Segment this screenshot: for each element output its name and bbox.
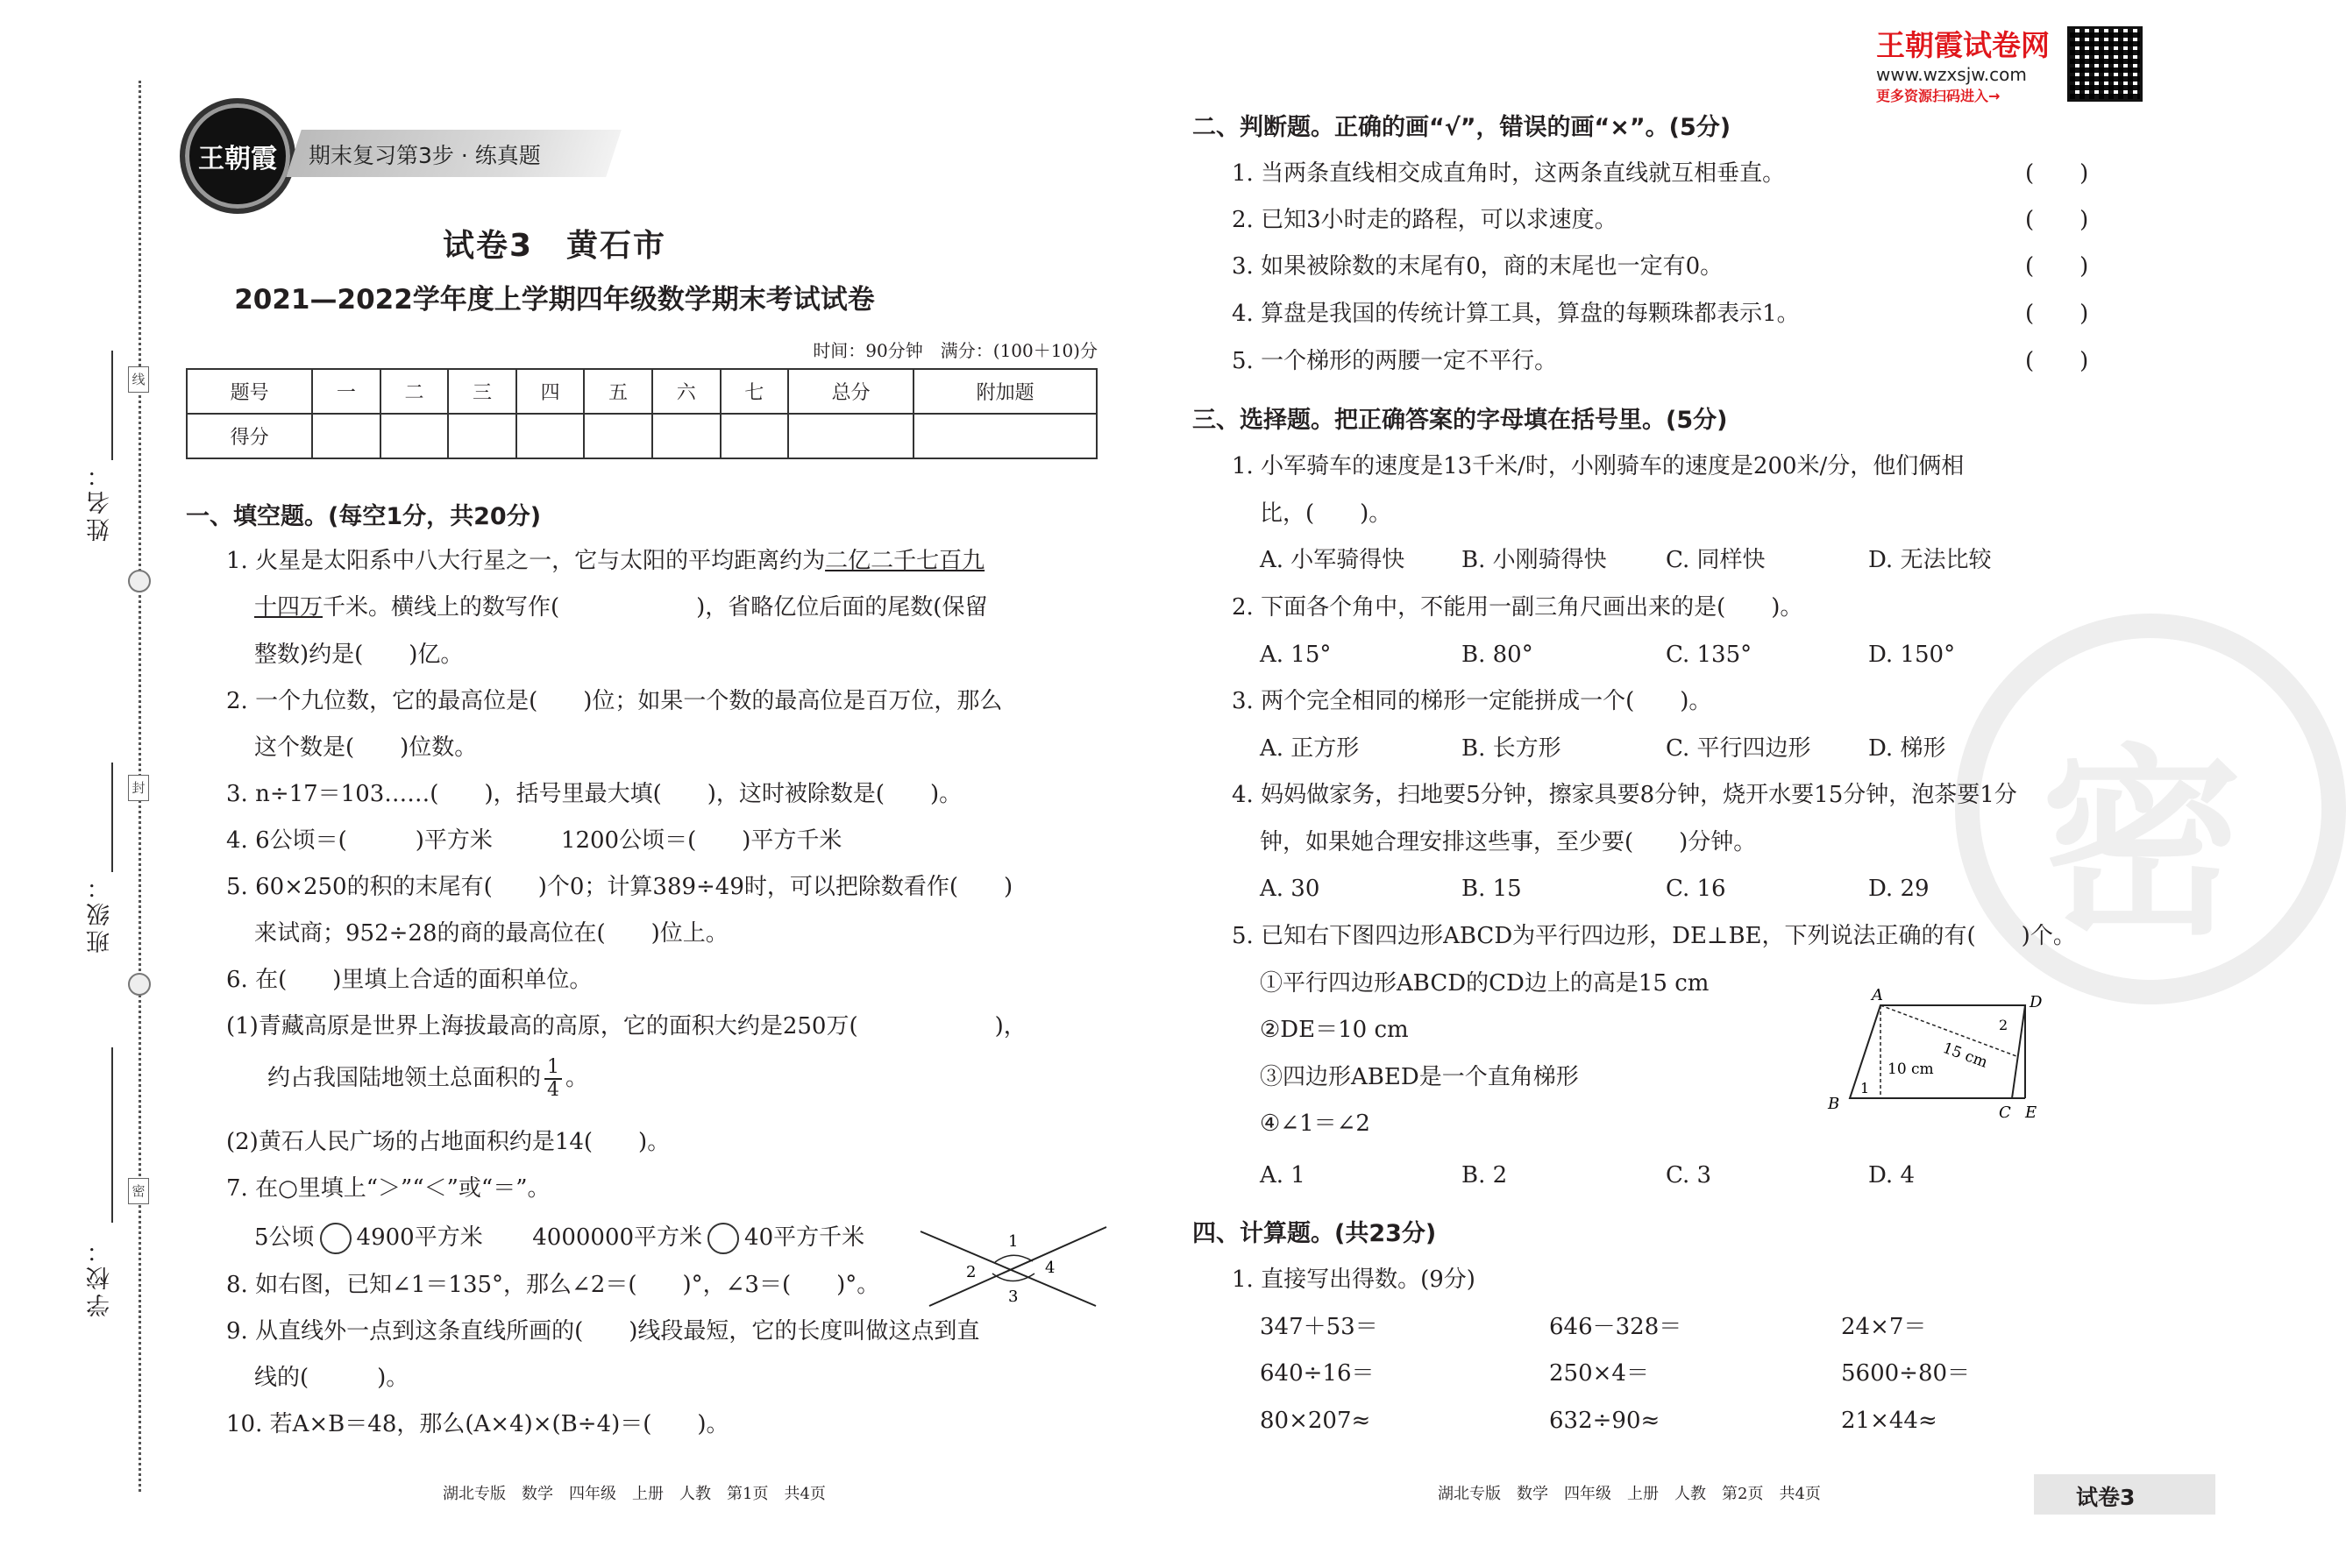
judge-item: 5. 一个梯形的两腰一定不平行。 <box>1232 348 1558 374</box>
calc-item[interactable]: 24×7＝ <box>1841 1314 1927 1340</box>
score-row-label: 得分 <box>187 414 312 458</box>
angle-label-2: 2 <box>966 1263 977 1281</box>
logo-text: 王朝霞 <box>198 144 277 174</box>
score-header: 五 <box>584 369 652 414</box>
fraction-numerator: 1 <box>544 1057 562 1080</box>
q8-line: 8. 如右图，已知∠1＝135°，那么∠2＝( )°，∠3＝( )°。 <box>226 1272 880 1298</box>
choice-5-statement: ②DE＝10 cm <box>1260 1017 1409 1043</box>
q10-line: 10. 若A×B＝48，那么(A×4)×(B÷4)＝( )。 <box>226 1411 729 1437</box>
judge-item: 2. 已知3小时走的路程，可以求速度。 <box>1232 207 1617 233</box>
corner-paper-tag <box>2034 1474 2215 1515</box>
fraction-one-quarter <box>544 1057 562 1101</box>
binding-mark-seal: 封 <box>128 775 149 801</box>
calc-item[interactable]: 640÷16＝ <box>1260 1360 1375 1387</box>
q1-text: 1. 火星是太阳系中八大行星之一，它与太阳的平均距离约为 <box>226 548 826 574</box>
watermark-glyph: 密 <box>2041 728 2243 962</box>
score-cell[interactable] <box>448 414 516 458</box>
score-cell[interactable] <box>721 414 789 458</box>
vertex-e: E <box>2025 1103 2037 1122</box>
calc-title: 1. 直接写出得数。(9分) <box>1232 1266 1475 1293</box>
angle-label-4: 4 <box>1045 1259 1056 1277</box>
q6-1-line-a: (1)青藏高原是世界上海拔最高的高原，它的面积大约是250万( )， <box>226 1013 1027 1039</box>
judge-item: 3. 如果被除数的末尾有0，商的末尾也一定有0。 <box>1232 253 1724 280</box>
q5-line-a: 5. 60×250的积的末尾有( )个0；计算389÷49时，可以把除数看作( ) <box>226 874 1013 900</box>
score-header: 四 <box>516 369 585 414</box>
choice-4-option-c[interactable]: C. 16 <box>1666 876 1726 902</box>
choice-5-option-b[interactable]: B. 2 <box>1461 1162 1508 1188</box>
name-label: 姓名： <box>87 460 114 542</box>
calc-item[interactable]: 21×44≈ <box>1841 1408 1937 1434</box>
score-cell[interactable] <box>652 414 721 458</box>
choice-5-statement: ①平行四边形ABCD的CD边上的高是15 cm <box>1260 970 1710 997</box>
calc-item[interactable]: 5600÷80＝ <box>1841 1360 1971 1387</box>
q2-line-a: 2. 一个九位数，它的最高位是( )位；如果一个数的最高位是百万位，那么 <box>226 688 1003 714</box>
calc-item[interactable]: 250×4＝ <box>1549 1360 1649 1387</box>
choice-5-statement: ④∠1＝∠2 <box>1260 1110 1370 1137</box>
judge-answer-paren[interactable]: ( ) <box>2025 160 2089 187</box>
score-table-score-row <box>187 414 1097 458</box>
choice-1-option-c[interactable]: C. 同样快 <box>1666 547 1766 573</box>
choice-4-option-b[interactable]: B. 15 <box>1461 876 1522 902</box>
choice-3-line: 3. 两个完全相同的梯形一定能拼成一个( )。 <box>1232 688 1712 714</box>
section-fill-blank: 一、填空题。(每空1分，共20分) <box>186 503 542 530</box>
calc-item[interactable]: 632÷90≈ <box>1549 1408 1660 1434</box>
score-header: 三 <box>448 369 516 414</box>
binding-hole-1 <box>128 570 151 592</box>
score-header: 附加题 <box>914 369 1097 414</box>
q9-line-a: 9. 从直线外一点到这条直线所画的( )线段最短，它的长度叫做这点到直 <box>226 1318 980 1345</box>
choice-4-line-b: 钟，如果她合理安排这些事，至少要( )分钟。 <box>1260 829 1757 855</box>
vertex-a: A <box>1872 986 1883 1004</box>
choice-4-option-d[interactable]: D. 29 <box>1868 876 1930 902</box>
angle-2-label: 2 <box>1999 1017 2008 1033</box>
compare-circle-1[interactable] <box>320 1223 352 1254</box>
parallelogram-diagram <box>1819 986 2047 1126</box>
brand-block <box>1876 23 2050 105</box>
choice-5-option-c[interactable]: C. 3 <box>1666 1162 1712 1188</box>
q1-line-c: 整数)约是( )亿。 <box>254 642 464 668</box>
brand-url[interactable]: www.wzxsjw.com <box>1876 64 2027 85</box>
choice-1-option-d[interactable]: D. 无法比较 <box>1868 547 1992 573</box>
score-cell[interactable] <box>312 414 380 458</box>
q9-line-b: 线的( )。 <box>254 1365 409 1391</box>
choice-2-option-a[interactable]: A. 15° <box>1260 642 1332 668</box>
q5-line-b: 来试商；952÷28的商的最高位在( )位上。 <box>254 920 729 947</box>
q6-1-end: 。 <box>565 1065 589 1092</box>
calc-item[interactable]: 646－328＝ <box>1549 1314 1682 1340</box>
choice-5-option-a[interactable]: A. 1 <box>1260 1162 1305 1188</box>
vertex-c: C <box>1999 1103 2011 1122</box>
choice-4-line-a: 4. 妈妈做家务，扫地要5分钟，擦家具要8分钟，烧开水要15分钟，泡茶要1分 <box>1232 782 2017 808</box>
score-cell[interactable] <box>788 414 914 458</box>
step-banner-text: 期末复习第3步 · 练真题 <box>309 143 541 168</box>
footer-left: 湖北专版 数学 四年级 上册 人教 第1页 共4页 <box>443 1485 826 1503</box>
q6-2-line: (2)黄石人民广场的占地面积约是14( )。 <box>226 1129 671 1155</box>
choice-1-option-b[interactable]: B. 小刚骑得快 <box>1461 547 1607 573</box>
q7-item-c: 4000000平方米 <box>532 1224 703 1251</box>
choice-3-option-a[interactable]: A. 正方形 <box>1260 735 1360 762</box>
compare-circle-2[interactable] <box>707 1223 739 1254</box>
choice-5-statement: ③四边形ABED是一个直角梯形 <box>1260 1064 1579 1090</box>
name-field-line[interactable] <box>111 351 113 460</box>
q1-line-b <box>254 593 987 623</box>
choice-4-option-a[interactable]: A. 30 <box>1260 876 1320 902</box>
binding-hole-2 <box>128 973 151 996</box>
q1-line-a <box>226 547 985 577</box>
q4-line: 4. 6公顷＝( )平方米 1200公顷＝( )平方千米 <box>226 827 842 854</box>
class-label: 班级： <box>87 872 114 954</box>
judge-answer-paren[interactable]: ( ) <box>2025 348 2089 374</box>
class-field-line[interactable] <box>111 763 113 872</box>
judge-item: 1. 当两条直线相交成直角时，这两条直线就互相垂直。 <box>1232 160 1786 187</box>
q6-1-line-b <box>267 1057 588 1101</box>
judge-answer-paren[interactable]: ( ) <box>2025 253 2089 280</box>
choice-3-option-b[interactable]: B. 长方形 <box>1461 735 1561 762</box>
binding-mark-line: 线 <box>128 366 149 393</box>
score-cell[interactable] <box>914 414 1097 458</box>
section-calc: 四、计算题。(共23分) <box>1192 1220 1437 1247</box>
score-cell[interactable] <box>584 414 652 458</box>
school-field-line[interactable] <box>111 1047 113 1223</box>
q3-line: 3. n÷17＝103……( )，括号里最大填( )，这时被除数是( )。 <box>226 781 963 807</box>
q6-1-text: 约占我国陆地领土总面积的 <box>267 1065 542 1092</box>
brand-scan: 更多资源扫码进入→ <box>1876 88 2001 104</box>
choice-1-line-a: 1. 小军骑车的速度是13千米/时，小刚骑车的速度是200米/分，他们俩相 <box>1232 453 1965 479</box>
angle-label-1: 1 <box>1008 1232 1019 1251</box>
publisher-logo <box>180 98 295 214</box>
section-choice: 三、选择题。把正确答案的字母填在括号里。(5分) <box>1192 407 1728 434</box>
vertex-d: D <box>2030 993 2043 1011</box>
calc-item[interactable]: 80×207≈ <box>1260 1408 1371 1434</box>
score-header: 一 <box>312 369 380 414</box>
score-header: 题号 <box>187 369 312 414</box>
q7-item-d: 40平方千米 <box>744 1224 865 1251</box>
length-15cm: 15 cm <box>1940 1039 1990 1072</box>
choice-3-option-c[interactable]: C. 平行四边形 <box>1666 735 1811 762</box>
brand-name: 王朝霞试卷网 <box>1876 28 2050 62</box>
angle-label-3: 3 <box>1008 1288 1019 1306</box>
q2-line-b: 这个数是( )位数。 <box>254 734 478 761</box>
angle-diagram <box>921 1223 1109 1310</box>
judge-item: 4. 算盘是我国的传统计算工具，算盘的每颗珠都表示1。 <box>1232 301 1800 327</box>
choice-2-option-d[interactable]: D. 150° <box>1868 642 1956 668</box>
q1-underlined-number-end: 十四万 <box>254 594 323 621</box>
exam-subtitle: 2021—2022学年度上学期四年级数学期末考试试卷 <box>234 284 875 316</box>
binding-mark-secret: 密 <box>128 1178 149 1204</box>
angle-arc-top <box>995 1255 1033 1262</box>
q1-text-b: 千米。横线上的数写作( )，省略亿位后面的尾数(保留 <box>323 594 988 621</box>
choice-3-option-d[interactable]: D. 梯形 <box>1868 735 1946 762</box>
judge-answer-paren[interactable]: ( ) <box>2025 301 2089 327</box>
length-10cm: 10 cm <box>1887 1061 1934 1078</box>
calc-item[interactable]: 347＋53＝ <box>1260 1314 1378 1340</box>
q7-item-a: 5公顷 <box>254 1224 315 1251</box>
section-judge: 二、判断题。正确的画“√”，错误的画“×”。(5分) <box>1192 114 1731 141</box>
score-header: 六 <box>652 369 721 414</box>
judge-answer-paren[interactable]: ( ) <box>2025 207 2089 233</box>
fraction-denominator: 4 <box>547 1079 560 1102</box>
score-table-header-row <box>187 369 1097 414</box>
q6-line: 6. 在( )里填上合适的面积单位。 <box>226 967 593 993</box>
score-cell[interactable] <box>516 414 585 458</box>
score-header: 二 <box>380 369 449 414</box>
corner-tag-text: 试卷3 <box>2076 1485 2136 1510</box>
vertex-b: B <box>1828 1095 1840 1113</box>
score-header: 七 <box>721 369 789 414</box>
choice-1-option-a[interactable]: A. 小军骑得快 <box>1260 547 1405 573</box>
score-table <box>186 368 1098 459</box>
footer-right: 湖北专版 数学 四年级 上册 人教 第2页 共4页 <box>1438 1485 1821 1503</box>
choice-5-option-d[interactable]: D. 4 <box>1868 1162 1915 1188</box>
score-header: 总分 <box>788 369 914 414</box>
exam-title: 试卷3 黄石市 <box>442 228 667 264</box>
q7-line: 7. 在○里填上“＞”“＜”或“＝”。 <box>226 1175 551 1202</box>
time-info: 时间：90分钟 满分：(100＋10)分 <box>813 340 1098 361</box>
school-label: 学校： <box>87 1236 114 1317</box>
choice-1-line-b: 比，( )。 <box>1260 500 1392 527</box>
choice-2-line: 2. 下面各个角中，不能用一副三角尺画出来的是( )。 <box>1232 594 1803 621</box>
choice-2-option-c[interactable]: C. 135° <box>1666 642 1752 668</box>
q7-item-b: 4900平方米 <box>356 1224 483 1251</box>
choice-2-option-b[interactable]: B. 80° <box>1461 642 1533 668</box>
angle-1-label: 1 <box>1860 1080 1870 1096</box>
q1-underlined-number: 二亿二千七百九 <box>825 548 985 574</box>
choice-5-line: 5. 已知右下图四边形ABCD为平行四边形，DE⊥BE，下列说法正确的有( )个。 <box>1232 923 2076 949</box>
qr-code-icon[interactable] <box>2067 26 2143 102</box>
score-cell[interactable] <box>380 414 449 458</box>
q7-compare-row <box>254 1223 864 1254</box>
